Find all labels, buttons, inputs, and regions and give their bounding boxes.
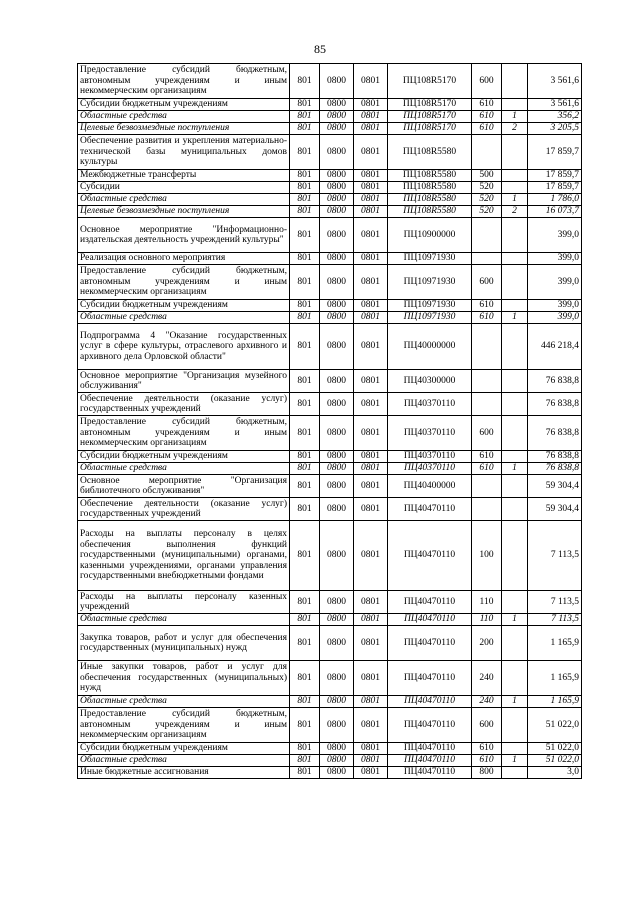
row-name: Субсидии бюджетным учреждениям (78, 451, 290, 463)
expense-type-code (472, 253, 502, 265)
row-name: Расходы на выплаты персоналу казенных учреждений (78, 591, 290, 614)
podrazdel-code: 0801 (354, 498, 388, 521)
razdel-code: 0800 (320, 626, 354, 661)
target-article-code: ПЦ40470110 (388, 767, 472, 779)
target-article-code: ПЦ40470110 (388, 614, 472, 626)
source-code: 1 (502, 463, 528, 475)
expense-type-code: 610 (472, 743, 502, 755)
table-row (78, 182, 582, 194)
target-article-code: ПЦ40000000 (388, 324, 472, 370)
expense-type-code: 520 (472, 206, 502, 218)
table-row (78, 206, 582, 218)
expense-type-code: 500 (472, 170, 502, 182)
podrazdel-code: 0801 (354, 253, 388, 265)
row-name: Предоставление субсидий бюджетным, автономным учреждениям и иным некоммерческим организациям (78, 64, 290, 99)
expense-type-code: 600 (472, 416, 502, 451)
podrazdel-code: 0801 (354, 182, 388, 194)
amount: 1 165,9 (528, 696, 582, 708)
amount: 17 859,7 (528, 170, 582, 182)
source-code: 1 (502, 696, 528, 708)
target-article-code: ПЦ40470110 (388, 708, 472, 743)
razdel-code: 0800 (320, 614, 354, 626)
podrazdel-code: 0801 (354, 416, 388, 451)
amount: 7 113,5 (528, 614, 582, 626)
amount: 7 113,5 (528, 521, 582, 591)
row-name: Субсидии (78, 182, 290, 194)
podrazdel-code: 0801 (354, 111, 388, 123)
glava-code: 801 (290, 170, 320, 182)
table-row (78, 498, 582, 521)
target-article-code: ПЦ40370110 (388, 393, 472, 416)
source-code (502, 324, 528, 370)
razdel-code: 0800 (320, 194, 354, 206)
source-code (502, 708, 528, 743)
source-code: 2 (502, 206, 528, 218)
razdel-code: 0800 (320, 696, 354, 708)
target-article-code: ПЦ40470110 (388, 743, 472, 755)
expense-type-code (472, 135, 502, 170)
row-name: Иные бюджетные ассигнования (78, 767, 290, 779)
glava-code: 801 (290, 99, 320, 111)
expense-type-code (472, 393, 502, 416)
razdel-code: 0800 (320, 312, 354, 324)
source-code (502, 743, 528, 755)
podrazdel-code: 0801 (354, 123, 388, 135)
table-row (78, 324, 582, 370)
glava-code: 801 (290, 135, 320, 170)
amount: 446 218,4 (528, 324, 582, 370)
source-code (502, 393, 528, 416)
source-code: 1 (502, 194, 528, 206)
source-code (502, 591, 528, 614)
expense-type-code: 610 (472, 99, 502, 111)
row-name: Субсидии бюджетным учреждениям (78, 743, 290, 755)
glava-code: 801 (290, 300, 320, 312)
source-code: 2 (502, 123, 528, 135)
row-name: Обеспечение развития и укрепления материально-технической базы муниципальных домов культуры (78, 135, 290, 170)
amount: 1 165,9 (528, 626, 582, 661)
amount: 51 022,0 (528, 743, 582, 755)
expense-type-code: 110 (472, 591, 502, 614)
target-article-code: ПЦ108R5580 (388, 194, 472, 206)
podrazdel-code: 0801 (354, 170, 388, 182)
expense-type-code: 610 (472, 451, 502, 463)
expense-type-code (472, 218, 502, 253)
expense-type-code: 600 (472, 265, 502, 300)
expense-type-code: 610 (472, 123, 502, 135)
target-article-code: ПЦ40370110 (388, 451, 472, 463)
expense-type-code: 100 (472, 521, 502, 591)
table-row (78, 312, 582, 324)
razdel-code: 0800 (320, 755, 354, 767)
source-code (502, 64, 528, 99)
razdel-code: 0800 (320, 206, 354, 218)
target-article-code: ПЦ40470110 (388, 755, 472, 767)
target-article-code: ПЦ108R5580 (388, 182, 472, 194)
target-article-code: ПЦ10900000 (388, 218, 472, 253)
target-article-code: ПЦ40400000 (388, 475, 472, 498)
expense-type-code: 200 (472, 626, 502, 661)
razdel-code: 0800 (320, 743, 354, 755)
expense-type-code: 610 (472, 463, 502, 475)
razdel-code: 0800 (320, 475, 354, 498)
podrazdel-code: 0801 (354, 300, 388, 312)
row-name: Предоставление субсидий бюджетным, автономным учреждениям и иным некоммерческим организациям (78, 265, 290, 300)
source-code (502, 416, 528, 451)
expense-type-code: 610 (472, 300, 502, 312)
razdel-code: 0800 (320, 170, 354, 182)
table-row (78, 194, 582, 206)
podrazdel-code: 0801 (354, 696, 388, 708)
amount: 76 838,8 (528, 416, 582, 451)
glava-code: 801 (290, 614, 320, 626)
source-code (502, 170, 528, 182)
podrazdel-code: 0801 (354, 521, 388, 591)
row-name: Предоставление субсидий бюджетным, автономным учреждениям и иным некоммерческим организациям (78, 416, 290, 451)
podrazdel-code: 0801 (354, 99, 388, 111)
podrazdel-code: 0801 (354, 743, 388, 755)
table-row (78, 626, 582, 661)
razdel-code: 0800 (320, 111, 354, 123)
table-row (78, 300, 582, 312)
expense-type-code: 240 (472, 661, 502, 696)
source-code (502, 626, 528, 661)
amount: 76 838,8 (528, 393, 582, 416)
glava-code: 801 (290, 206, 320, 218)
source-code: 1 (502, 614, 528, 626)
source-code (502, 182, 528, 194)
table-row (78, 708, 582, 743)
expense-type-code: 240 (472, 696, 502, 708)
target-article-code: ПЦ40470110 (388, 626, 472, 661)
table-row (78, 661, 582, 696)
razdel-code: 0800 (320, 708, 354, 743)
glava-code: 801 (290, 626, 320, 661)
row-name: Подпрограмма 4 "Оказание государственных услуг в сфере культуры, отраслевого архивного и архивного дела Орловской области" (78, 324, 290, 370)
source-code (502, 661, 528, 696)
razdel-code: 0800 (320, 498, 354, 521)
razdel-code: 0800 (320, 300, 354, 312)
source-code (502, 99, 528, 111)
razdel-code: 0800 (320, 64, 354, 99)
expense-type-code: 110 (472, 614, 502, 626)
row-name: Областные средства (78, 755, 290, 767)
amount: 51 022,0 (528, 708, 582, 743)
podrazdel-code: 0801 (354, 324, 388, 370)
expense-type-code (472, 324, 502, 370)
row-name: Областные средства (78, 463, 290, 475)
table-row (78, 64, 582, 99)
expense-type-code (472, 498, 502, 521)
source-code (502, 475, 528, 498)
podrazdel-code: 0801 (354, 265, 388, 300)
razdel-code: 0800 (320, 767, 354, 779)
amount: 76 838,8 (528, 451, 582, 463)
expense-type-code: 520 (472, 182, 502, 194)
razdel-code: 0800 (320, 416, 354, 451)
table-row (78, 475, 582, 498)
glava-code: 801 (290, 463, 320, 475)
podrazdel-code: 0801 (354, 312, 388, 324)
target-article-code: ПЦ108R5580 (388, 170, 472, 182)
expense-type-code: 610 (472, 312, 502, 324)
source-code: 1 (502, 312, 528, 324)
podrazdel-code: 0801 (354, 218, 388, 253)
glava-code: 801 (290, 312, 320, 324)
podrazdel-code: 0801 (354, 194, 388, 206)
glava-code: 801 (290, 521, 320, 591)
target-article-code: ПЦ40470110 (388, 591, 472, 614)
table-row (78, 111, 582, 123)
row-name: Областные средства (78, 194, 290, 206)
table-row (78, 451, 582, 463)
expense-type-code: 610 (472, 111, 502, 123)
glava-code: 801 (290, 498, 320, 521)
amount: 76 838,8 (528, 370, 582, 393)
table-row (78, 370, 582, 393)
podrazdel-code: 0801 (354, 591, 388, 614)
target-article-code: ПЦ108R5580 (388, 206, 472, 218)
target-article-code: ПЦ40470110 (388, 498, 472, 521)
glava-code: 801 (290, 324, 320, 370)
podrazdel-code: 0801 (354, 64, 388, 99)
row-name: Расходы на выплаты персоналу в целях обеспечения выполнения функций государственными (муниципальными) органами, казенными учреждениями, органами управления государственными внебюджетными фондами (78, 521, 290, 591)
glava-code: 801 (290, 194, 320, 206)
glava-code: 801 (290, 182, 320, 194)
target-article-code: ПЦ40470110 (388, 696, 472, 708)
podrazdel-code: 0801 (354, 767, 388, 779)
expense-type-code: 600 (472, 708, 502, 743)
source-code: 1 (502, 111, 528, 123)
amount: 16 073,7 (528, 206, 582, 218)
row-name: Основное мероприятие "Информационно-издательская деятельность учреждений культуры" (78, 218, 290, 253)
razdel-code: 0800 (320, 265, 354, 300)
source-code: 1 (502, 755, 528, 767)
razdel-code: 0800 (320, 253, 354, 265)
row-name: Закупка товаров, работ и услуг для обеспечения государственных (муниципальных) нужд (78, 626, 290, 661)
amount: 399,0 (528, 300, 582, 312)
row-name: Областные средства (78, 312, 290, 324)
row-name: Реализация основного мероприятия (78, 253, 290, 265)
amount: 399,0 (528, 265, 582, 300)
target-article-code: ПЦ40470110 (388, 661, 472, 696)
row-name: Целевые безвозмездные поступления (78, 206, 290, 218)
source-code (502, 767, 528, 779)
row-name: Обеспечение деятельности (оказание услуг) государственных учреждений (78, 498, 290, 521)
podrazdel-code: 0801 (354, 463, 388, 475)
table-row (78, 743, 582, 755)
table-row (78, 614, 582, 626)
glava-code: 801 (290, 123, 320, 135)
target-article-code: ПЦ108R5170 (388, 111, 472, 123)
table-row (78, 135, 582, 170)
table-row (78, 696, 582, 708)
podrazdel-code: 0801 (354, 614, 388, 626)
glava-code: 801 (290, 743, 320, 755)
source-code (502, 218, 528, 253)
razdel-code: 0800 (320, 591, 354, 614)
table-row (78, 170, 582, 182)
glava-code: 801 (290, 370, 320, 393)
glava-code: 801 (290, 696, 320, 708)
glava-code: 801 (290, 767, 320, 779)
table-row (78, 265, 582, 300)
page-number: 85 (314, 42, 326, 56)
glava-code: 801 (290, 416, 320, 451)
target-article-code: ПЦ10971930 (388, 300, 472, 312)
glava-code: 801 (290, 451, 320, 463)
target-article-code: ПЦ40370110 (388, 463, 472, 475)
target-article-code: ПЦ40300000 (388, 370, 472, 393)
source-code (502, 135, 528, 170)
table-row (78, 521, 582, 591)
glava-code: 801 (290, 591, 320, 614)
row-name: Субсидии бюджетным учреждениям (78, 300, 290, 312)
budget-table (77, 63, 582, 779)
razdel-code: 0800 (320, 99, 354, 111)
podrazdel-code: 0801 (354, 661, 388, 696)
podrazdel-code: 0801 (354, 755, 388, 767)
row-name: Основное мероприятие "Организация музейного обслуживания" (78, 370, 290, 393)
source-code (502, 253, 528, 265)
amount: 3 561,6 (528, 64, 582, 99)
amount: 3 205,5 (528, 123, 582, 135)
table-row (78, 463, 582, 475)
source-code (502, 265, 528, 300)
target-article-code: ПЦ108R5170 (388, 64, 472, 99)
amount: 399,0 (528, 253, 582, 265)
glava-code: 801 (290, 253, 320, 265)
expense-type-code: 610 (472, 755, 502, 767)
razdel-code: 0800 (320, 135, 354, 170)
table-row (78, 393, 582, 416)
target-article-code: ПЦ108R5580 (388, 135, 472, 170)
table-row (78, 253, 582, 265)
podrazdel-code: 0801 (354, 708, 388, 743)
glava-code: 801 (290, 661, 320, 696)
row-name: Областные средства (78, 614, 290, 626)
razdel-code: 0800 (320, 393, 354, 416)
amount: 17 859,7 (528, 182, 582, 194)
amount: 3 561,6 (528, 99, 582, 111)
glava-code: 801 (290, 64, 320, 99)
row-name: Межбюджетные трансферты (78, 170, 290, 182)
row-name: Иные закупки товаров, работ и услуг для обеспечения государственных (муниципальных) нужд (78, 661, 290, 696)
source-code (502, 370, 528, 393)
table-row (78, 767, 582, 779)
amount: 76 838,8 (528, 463, 582, 475)
source-code (502, 300, 528, 312)
amount: 399,0 (528, 218, 582, 253)
podrazdel-code: 0801 (354, 451, 388, 463)
table-row (78, 755, 582, 767)
table-row (78, 416, 582, 451)
razdel-code: 0800 (320, 370, 354, 393)
razdel-code: 0800 (320, 324, 354, 370)
glava-code: 801 (290, 475, 320, 498)
amount: 1 165,9 (528, 661, 582, 696)
expense-type-code: 800 (472, 767, 502, 779)
expense-type-code: 520 (472, 194, 502, 206)
row-name: Целевые безвозмездные поступления (78, 123, 290, 135)
amount: 399,0 (528, 312, 582, 324)
razdel-code: 0800 (320, 521, 354, 591)
target-article-code: ПЦ10971930 (388, 312, 472, 324)
target-article-code: ПЦ40470110 (388, 521, 472, 591)
source-code (502, 451, 528, 463)
table-row (78, 123, 582, 135)
table-row (78, 99, 582, 111)
glava-code: 801 (290, 755, 320, 767)
amount: 1 786,0 (528, 194, 582, 206)
amount: 3,0 (528, 767, 582, 779)
amount: 7 113,5 (528, 591, 582, 614)
amount: 17 859,7 (528, 135, 582, 170)
podrazdel-code: 0801 (354, 475, 388, 498)
table-row (78, 591, 582, 614)
glava-code: 801 (290, 265, 320, 300)
podrazdel-code: 0801 (354, 393, 388, 416)
amount: 51 022,0 (528, 755, 582, 767)
expense-type-code (472, 475, 502, 498)
glava-code: 801 (290, 111, 320, 123)
razdel-code: 0800 (320, 182, 354, 194)
podrazdel-code: 0801 (354, 206, 388, 218)
row-name: Основное мероприятие "Организация библиотечного обслуживания" (78, 475, 290, 498)
glava-code: 801 (290, 393, 320, 416)
row-name: Предоставление субсидий бюджетным, автономным учреждениям и иным некоммерческим организациям (78, 708, 290, 743)
razdel-code: 0800 (320, 451, 354, 463)
razdel-code: 0800 (320, 218, 354, 253)
target-article-code: ПЦ40370110 (388, 416, 472, 451)
table-row (78, 218, 582, 253)
amount: 356,2 (528, 111, 582, 123)
amount: 59 304,4 (528, 498, 582, 521)
target-article-code: ПЦ108R5170 (388, 123, 472, 135)
glava-code: 801 (290, 218, 320, 253)
podrazdel-code: 0801 (354, 370, 388, 393)
podrazdel-code: 0801 (354, 626, 388, 661)
razdel-code: 0800 (320, 123, 354, 135)
amount: 59 304,4 (528, 475, 582, 498)
razdel-code: 0800 (320, 661, 354, 696)
target-article-code: ПЦ10971930 (388, 253, 472, 265)
glava-code: 801 (290, 708, 320, 743)
row-name: Обеспечение деятельности (оказание услуг) государственных учреждений (78, 393, 290, 416)
row-name: Областные средства (78, 111, 290, 123)
row-name: Субсидии бюджетным учреждениям (78, 99, 290, 111)
source-code (502, 521, 528, 591)
target-article-code: ПЦ10971930 (388, 265, 472, 300)
expense-type-code (472, 370, 502, 393)
source-code (502, 498, 528, 521)
target-article-code: ПЦ108R5170 (388, 99, 472, 111)
razdel-code: 0800 (320, 463, 354, 475)
podrazdel-code: 0801 (354, 135, 388, 170)
row-name: Областные средства (78, 696, 290, 708)
expense-type-code: 600 (472, 64, 502, 99)
